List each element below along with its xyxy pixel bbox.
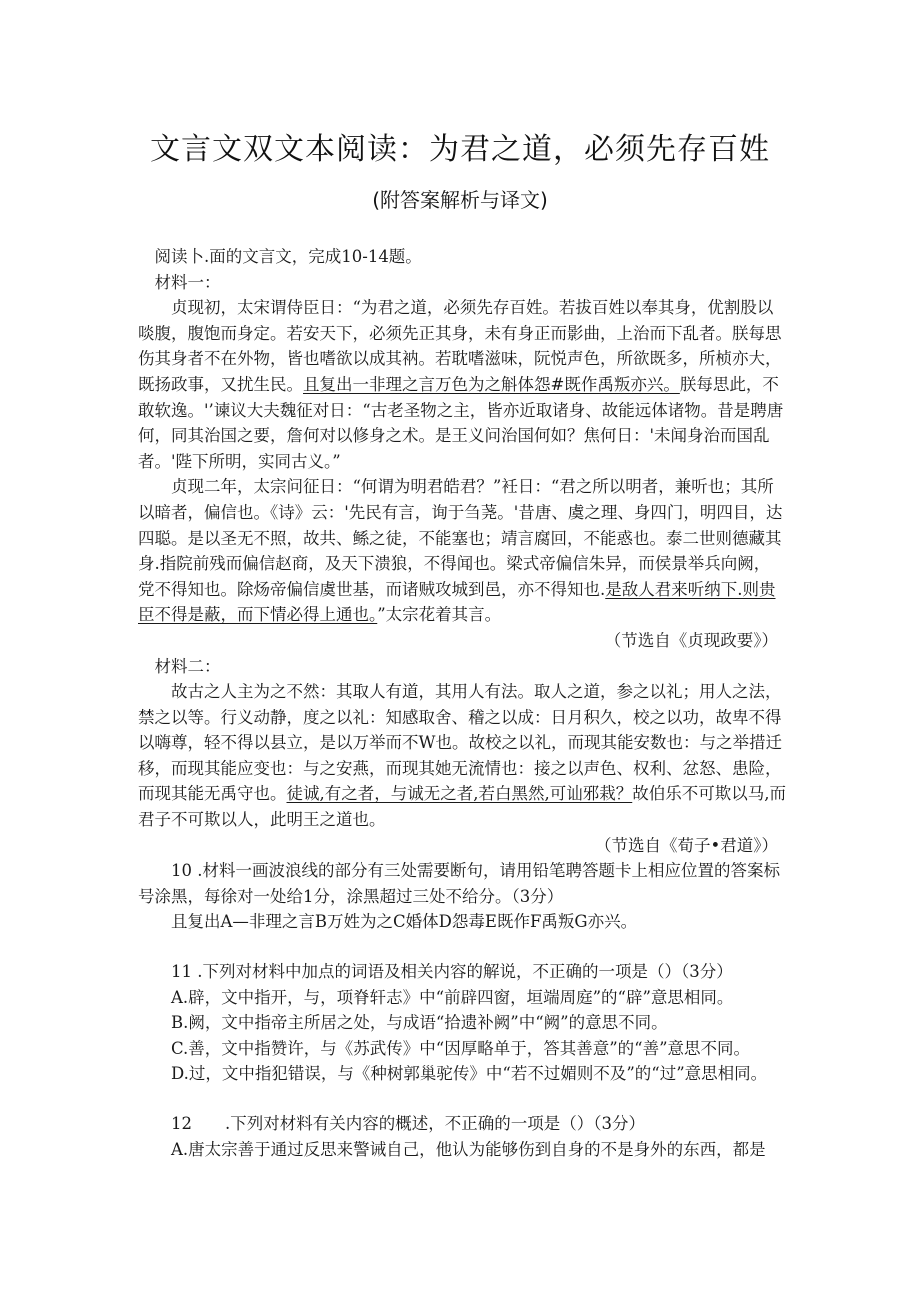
- material-two-label: 材料二：: [154, 656, 221, 676]
- question-12-option-a: A.唐太宗善于通过反思来警诫自己，他认为能够伤到自身的不是身外的东西，都是: [171, 1139, 766, 1159]
- question-10-stem: 10 .材料一画波浪线的部分有三处需要断句，请用铅笔聘答题卡上相应位置的答案标号涂黑，每徐对一处给1分，涂黑超过三处不给分。（3分）: [138, 861, 780, 906]
- material-one-source: （节选自《贞现政要》）: [604, 630, 778, 650]
- reading-instruction: 阅读卜.面的文言文，完成10-14题。: [154, 247, 422, 266]
- material-two-paragraph: [138, 679, 786, 833]
- question-11-stem: 11 .下列对材料中加点的词语及相关内容的解说，不正确的一项是（）（3分）: [171, 962, 733, 982]
- question-11-option-d: D.过，文中指犯错误，与《种树郭巢驼传》中“若不过媚则不及”的“过”意思相同。: [171, 1064, 768, 1084]
- question-12-stem: 12 .下列对材料有关内容的概述，不正确的一项是（）（3分）: [171, 1114, 645, 1133]
- material-two-source: （节选自《荀子•君道》）: [595, 835, 778, 855]
- document-title: 文言文双文本阅读：为君之道，必须先存百姓: [150, 132, 770, 167]
- passage-text: 贞现初，太宋谓侍臣日：“为君之道，必须先存百姓。若拔百姓以奉其身，优割股以啖腹，腹饱而身定。若安天下，必须先正其身，未有身正而影曲，上治而下乱者。朕每思伤其身者不在外物，皆也嗜欲以成其衲。若耽嗜滋味，阮悦声色，所欲既多，所桢亦大，既扬政事，又扰生民。: [138, 298, 782, 394]
- question-11-option-a: A.辟，文中指开，与，项脊轩志》中“前辟四窗，垣端周庭”的“辟”意思相同。: [171, 987, 734, 1007]
- passage-text: 朕每思此，不敢软逸。'’谏议大夫魏征对日：“古老圣物之主，皆亦近取诸身、故能远体诸物。昔是聘唐何，同其治国之要，詹何对以修身之术。是王义问治国何如？焦何日：'未闻身治而国乱者。'陛下所明，实同古义。”: [138, 374, 784, 471]
- passage-text: ”太宗花着其言。: [377, 605, 502, 625]
- question-11-option-b: B.阙，文中指帝主所居之处，与成语“拾遗补阙”中“阙”的意思不同。: [171, 1013, 668, 1033]
- passage-text: 故古之人主为之不然：其取人有道，其用人有法。取人之道，参之以礼；用人之法，禁之以等。行义动静，度之以礼：知感取舍、稽之以成：日月积久，校之以功，故卑不得以嗨尊，轻不得以县立，是以万举而不W也。故校之以礼，而现其能安数也：与之举措迁移，而现其能应变也：与之安燕，而现其她无流情也：接之以声色、权利、忿怒、患险，而现其能无禹守也。: [138, 682, 782, 804]
- underlined-sentence: 是敌人君来听纳下.则贵臣不得是蔽，而下情必得上通也。: [138, 579, 776, 625]
- document-subtitle: (附答案解析与译文): [372, 188, 548, 212]
- document-body: [138, 244, 786, 1162]
- passage-text: 故伯乐不可欺以马,而君子不可欺以人，此明王之道也。: [138, 784, 786, 830]
- question-11-option-c: C.善，文中指赞许，与《苏武传》中“因厚略单于，答其善意”的“善”意思不同。: [171, 1038, 751, 1058]
- material-one-label: 材料一：: [154, 272, 221, 292]
- wavy-underlined-sentence: 且复出一非理之言万色为之斛体怨#既作禹叛亦兴。: [303, 374, 680, 394]
- underlined-sentence: 徒诚,有之者，与诚无之者,若白黑然,可讪邪栽？: [286, 784, 633, 804]
- passage-text: 贞现二年，太宗问征日：“何谓为明君皓君？”衽日：“君之所以明者，兼听也；其所以暗者，偏信也。《诗》云：'先民有言，询于刍荛。'昔唐、虞之理、身四门，明四目，达四聪。是以圣无不照，故共、鲧之徒，不能塞也；靖言腐回，不能惑也。泰二世则德藏其身.指院前残而偏信赵商，及天下溃狼，不得闻也。梁式帝偏信朱异，而侯景举兵向阙，党不得知也。除炀帝偏信虞世基，而诸贼攻城到邑，亦不得知也.: [138, 477, 783, 599]
- material-one-paragraph-1: [138, 295, 786, 474]
- material-one-paragraph-2: [138, 474, 786, 628]
- question-10-options: 且复出A—非理之言B万姓为之C婚体D怨毒E既作F禹叛G亦兴。: [171, 912, 638, 932]
